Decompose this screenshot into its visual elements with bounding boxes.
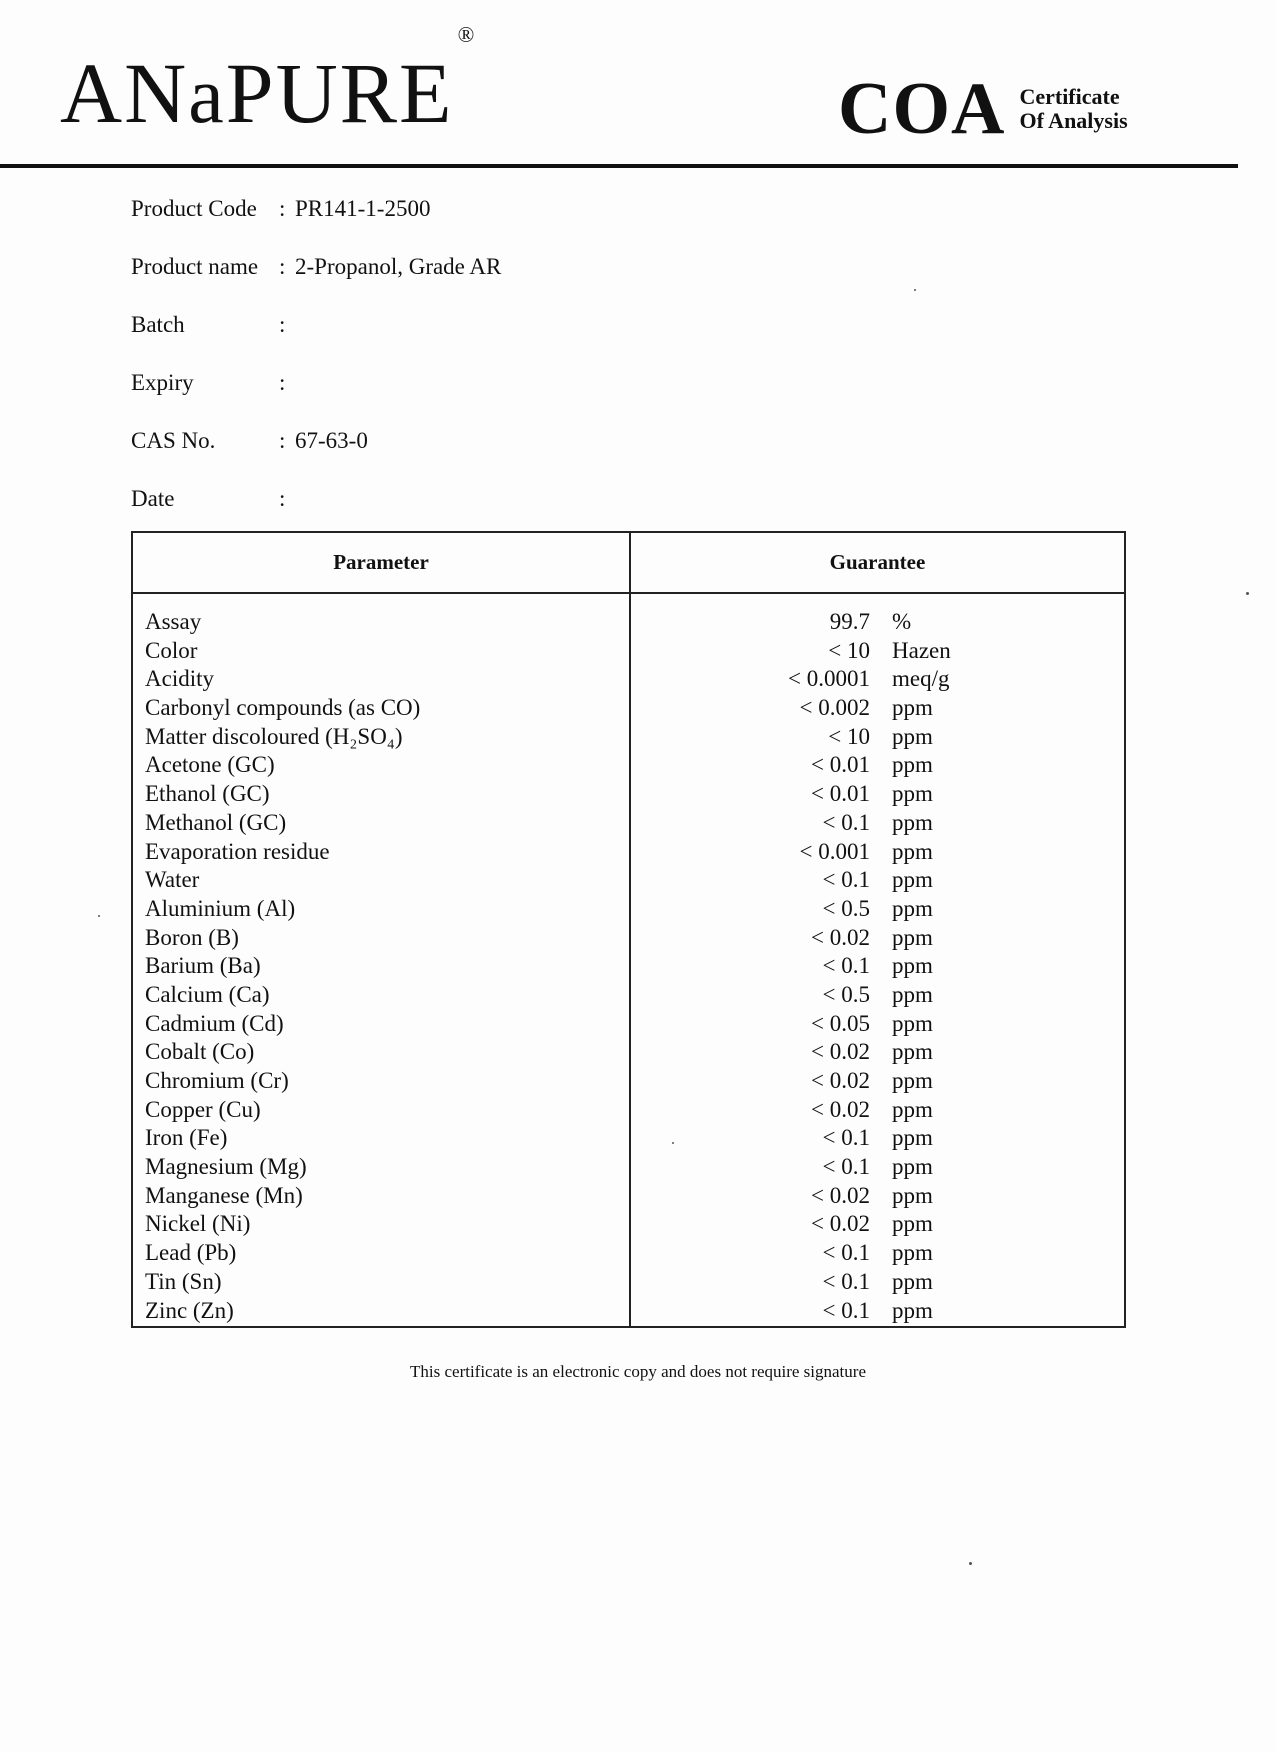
- product-info-value: PR141-1-2500: [295, 196, 431, 221]
- guarantee-unit: %: [892, 609, 912, 634]
- guarantee-cell: [632, 608, 1123, 637]
- guarantee-unit: ppm: [892, 781, 933, 807]
- guarantee-unit: ppm: [892, 1297, 933, 1323]
- guarantee-unit: ppm: [892, 1268, 933, 1294]
- parameter-cell: Acetone (GC): [145, 752, 275, 778]
- parameter-cell: Ethanol (GC): [145, 781, 270, 807]
- guarantee-cell: [632, 1124, 1123, 1153]
- guarantee-unit: ppm: [892, 1211, 933, 1237]
- guarantee-cell: [632, 952, 1123, 981]
- guarantee-cell: [632, 1038, 1123, 1067]
- header-parameter: Parameter: [132, 532, 630, 593]
- guarantee-value: < 0.01: [811, 752, 870, 778]
- guarantee-value: < 0.1: [822, 809, 870, 835]
- parameter-cell: Cadmium (Cd): [145, 1010, 284, 1036]
- guarantee-cell: [632, 1268, 1123, 1297]
- guarantee-unit: ppm: [892, 1240, 933, 1266]
- parameter-cell: Color: [145, 637, 198, 663]
- product-info-label: Product Code: [131, 196, 257, 221]
- parameter-cell: Copper (Cu): [145, 1096, 261, 1122]
- guarantee-cell: [632, 981, 1123, 1010]
- product-info-row: [131, 254, 501, 312]
- product-info-separator: :: [279, 370, 286, 395]
- guarantee-unit: ppm: [892, 752, 933, 778]
- brand-lower: a: [188, 52, 226, 140]
- brand-prefix: AN: [60, 45, 189, 141]
- guarantee-unit: ppm: [892, 723, 933, 749]
- guarantee-value: < 0.1: [822, 1154, 870, 1180]
- analysis-table: [131, 531, 1126, 1328]
- guarantee-cell: [632, 780, 1123, 809]
- guarantee-cell: [632, 1182, 1123, 1211]
- parameter-cell: Boron (B): [145, 924, 239, 950]
- parameter-cell: Carbonyl compounds (as CO): [145, 695, 421, 721]
- guarantee-cell: [632, 1239, 1123, 1268]
- product-info-label: Batch: [131, 312, 185, 337]
- guarantee-unit: ppm: [892, 1039, 933, 1065]
- parameter-cell: Magnesium (Mg): [145, 1154, 307, 1180]
- guarantee-value: 99.7: [829, 609, 870, 634]
- guarantee-value: < 0.02: [811, 1182, 870, 1208]
- guarantee-unit: ppm: [892, 895, 933, 921]
- guarantee-cell: [632, 1153, 1123, 1182]
- guarantee-cell: [632, 1010, 1123, 1039]
- guarantee-unit: ppm: [892, 809, 933, 835]
- header-divider: [0, 164, 1238, 168]
- guarantee-value: < 0.01: [811, 781, 870, 807]
- product-info-separator: :: [279, 196, 286, 221]
- guarantee-value: < 0.5: [822, 981, 870, 1007]
- parameter-cell: Barium (Ba): [145, 953, 261, 979]
- product-info-label: CAS No.: [131, 428, 216, 453]
- guarantee-value: < 0.1: [822, 1268, 870, 1294]
- parameter-cell: Calcium (Ca): [145, 981, 270, 1007]
- guarantee-unit: ppm: [892, 838, 933, 864]
- guarantee-cell: [632, 838, 1123, 867]
- parameter-cell: Methanol (GC): [145, 809, 287, 835]
- product-info-row: [131, 196, 501, 254]
- guarantee-value: < 0.02: [811, 1096, 870, 1122]
- parameter-cell: Cobalt (Co): [145, 1039, 255, 1065]
- registered-mark-icon: ®: [457, 22, 477, 48]
- guarantee-unit: meq/g: [892, 666, 950, 692]
- guarantee-value: < 0.1: [822, 867, 870, 893]
- product-info-label: Expiry: [131, 370, 194, 395]
- guarantee-value: < 0.5: [822, 895, 870, 921]
- product-info-separator: :: [279, 312, 286, 337]
- guarantee-unit: ppm: [892, 1125, 933, 1151]
- parameter-cell: Iron (Fe): [145, 1125, 228, 1151]
- product-info-value: 2-Propanol, Grade AR: [295, 254, 502, 279]
- guarantee-value: < 0.1: [822, 1125, 870, 1151]
- guarantee-value: < 0.05: [811, 1010, 870, 1036]
- guarantee-cell: [632, 637, 1123, 666]
- guarantee-value: < 0.1: [822, 1297, 870, 1323]
- parameter-cell: Nickel (Ni): [145, 1211, 251, 1237]
- parameter-cell: Manganese (Mn): [145, 1182, 303, 1208]
- product-info-value: 67-63-0: [295, 428, 368, 453]
- guarantee-value: < 0.02: [811, 924, 870, 950]
- product-info: [131, 196, 501, 544]
- guarantee-cell: [632, 1096, 1123, 1125]
- guarantee-unit: Hazen: [892, 637, 951, 663]
- guarantee-cell: [632, 866, 1123, 895]
- product-info-row: [131, 370, 501, 428]
- product-info-separator: :: [279, 428, 286, 453]
- guarantee-cell: [632, 809, 1123, 838]
- footer-note: This certificate is an electronic copy and does not require signature: [410, 1362, 866, 1381]
- guarantee-value: < 0.1: [822, 953, 870, 979]
- guarantee-cell: [632, 723, 1123, 752]
- brand-suffix: PURE: [225, 45, 454, 141]
- guarantee-value: < 0.02: [811, 1211, 870, 1237]
- product-info-row: [131, 428, 501, 486]
- scan-speck: [969, 1562, 972, 1565]
- parameter-cell: Lead (Pb): [145, 1240, 237, 1266]
- parameter-cell: Acidity: [145, 666, 214, 692]
- guarantee-cell: [632, 751, 1123, 780]
- coa-title: [1019, 85, 1127, 133]
- guarantee-unit: ppm: [892, 867, 933, 893]
- coa-code: COA: [838, 68, 1006, 150]
- guarantee-unit: ppm: [892, 695, 933, 721]
- guarantee-value: < 0.02: [811, 1039, 870, 1065]
- guarantee-unit: ppm: [892, 1010, 933, 1036]
- product-info-row: [131, 312, 501, 370]
- product-info-label: Product name: [131, 254, 259, 279]
- parameter-cell: Aluminium (Al): [145, 895, 296, 921]
- scan-speck: [672, 1142, 674, 1144]
- document-type: [838, 68, 1128, 150]
- product-info-label: Date: [131, 486, 175, 511]
- guarantee-unit: ppm: [892, 1154, 933, 1180]
- guarantee-value: < 10: [828, 723, 870, 749]
- guarantee-value: < 0.02: [811, 1068, 870, 1093]
- parameter-cell: Water: [145, 867, 200, 893]
- guarantee-unit: ppm: [892, 1068, 933, 1093]
- parameter-cell: Assay: [145, 609, 202, 634]
- guarantee-unit: ppm: [892, 981, 933, 1007]
- scan-speck: [914, 289, 916, 291]
- guarantee-cell: [632, 924, 1123, 953]
- scan-speck: [98, 915, 100, 917]
- table-header-row: [132, 532, 1125, 593]
- product-info-separator: :: [279, 254, 286, 279]
- product-info-separator: :: [279, 486, 286, 511]
- scan-speck: [1246, 592, 1249, 595]
- guarantee-value: < 0.002: [799, 695, 870, 721]
- guarantee-cell: [632, 694, 1123, 723]
- guarantee-cell: [632, 665, 1123, 694]
- guarantee-unit: ppm: [892, 953, 933, 979]
- parameter-column: [132, 593, 630, 1327]
- guarantee-unit: ppm: [892, 1182, 933, 1208]
- parameter-cell: Chromium (Cr): [145, 1068, 289, 1093]
- guarantee-value: < 10: [828, 637, 870, 663]
- guarantee-value: < 0.001: [799, 838, 870, 864]
- guarantee-value: < 0.0001: [788, 666, 870, 692]
- guarantee-cell: [632, 1297, 1123, 1326]
- header-guarantee: Guarantee: [630, 532, 1125, 593]
- guarantee-cell: [632, 1067, 1123, 1096]
- parameter-cell: Zinc (Zn): [145, 1297, 234, 1323]
- parameter-cell: Tin (Sn): [145, 1268, 222, 1294]
- coa-title-line1: Certificate: [1019, 84, 1120, 109]
- parameter-cell: Evaporation residue: [145, 838, 330, 864]
- guarantee-column: [630, 593, 1125, 1327]
- guarantee-cell: [632, 1210, 1123, 1239]
- guarantee-cell: [632, 895, 1123, 924]
- coa-title-line2: Of Analysis: [1019, 108, 1128, 133]
- guarantee-unit: ppm: [892, 924, 933, 950]
- brand-logo: [60, 22, 477, 141]
- parameter-cell: Matter discoloured (H₂SO₄): [145, 723, 403, 749]
- guarantee-unit: ppm: [892, 1096, 933, 1122]
- guarantee-value: < 0.1: [822, 1240, 870, 1266]
